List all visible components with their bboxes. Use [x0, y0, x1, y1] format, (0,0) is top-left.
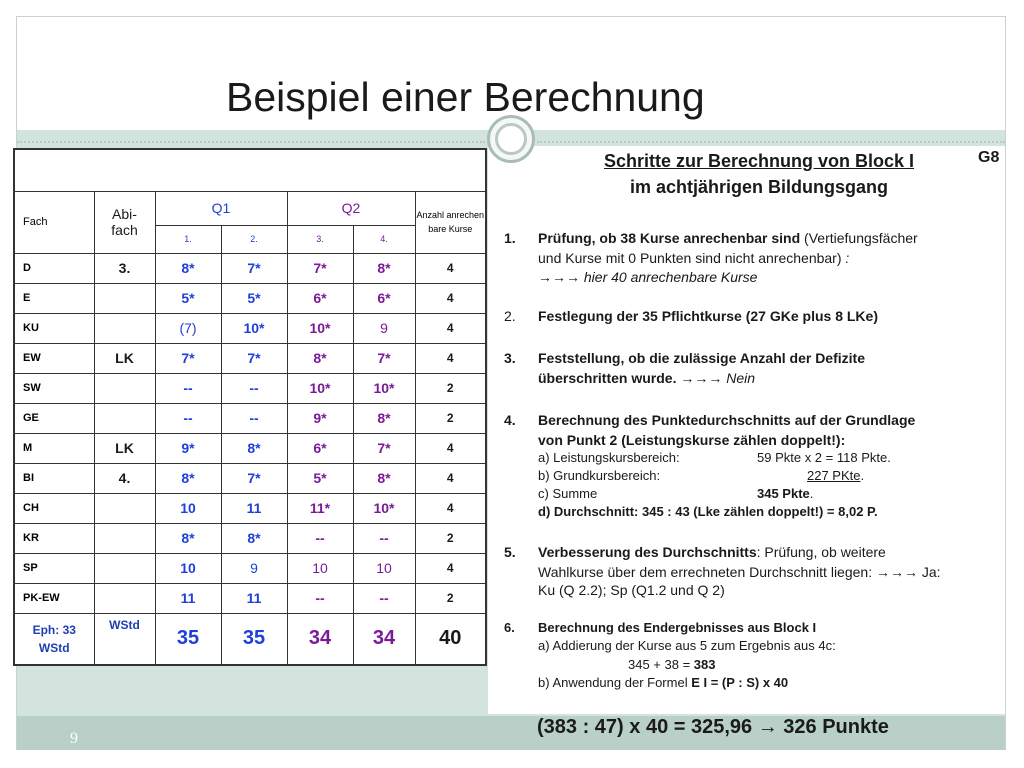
g8-badge: G8: [978, 149, 1000, 166]
total-fach: Eph: 33 WStd: [14, 613, 94, 665]
table-row: [14, 283, 486, 313]
row-grade: 8*: [155, 253, 221, 283]
row-grade: 10*: [353, 493, 415, 523]
arrow-right-icon: →→→: [875, 564, 918, 580]
header-sem-2: 2.: [221, 225, 287, 253]
final-result: [537, 716, 889, 739]
step-5-title: Verbesserung des Durchschnitts: [538, 544, 757, 560]
page-number: 9: [70, 730, 78, 747]
row-grade: 6*: [287, 283, 353, 313]
row-anzahl: 4: [415, 343, 486, 373]
header-q1: Q1: [155, 191, 287, 225]
row-grade: 6*: [353, 283, 415, 313]
row-abifach: [94, 373, 155, 403]
row-fach: GE: [14, 403, 94, 433]
table-row: [14, 553, 486, 583]
row-grade: 8*: [221, 523, 287, 553]
final-expression: (383 : 47) x 40 = 325,96: [537, 716, 758, 738]
row-fach: EW: [14, 343, 94, 373]
row-grade: 7*: [353, 433, 415, 463]
step-1-title: Prüfung, ob 38 Kurse anrechenbar sind: [538, 230, 801, 246]
row-grade: 8*: [155, 463, 221, 493]
steps-heading: [560, 148, 958, 200]
row-grade: 8*: [353, 463, 415, 493]
table-row: [14, 463, 486, 493]
row-grade: 5*: [155, 283, 221, 313]
row-fach: M: [14, 433, 94, 463]
step-6-b: b) Anwendung der Formel: [538, 675, 692, 690]
row-fach: CH: [14, 493, 94, 523]
total-q2-3: 34: [287, 613, 353, 665]
grades-table: [13, 148, 487, 666]
row-grade: 7*: [287, 253, 353, 283]
row-grade: 10*: [287, 313, 353, 343]
row-grade: 8*: [353, 253, 415, 283]
row-grade: 8*: [287, 343, 353, 373]
row-abifach: [94, 553, 155, 583]
table-row: [14, 403, 486, 433]
step-3-title-2: überschritten wurde.: [538, 370, 677, 386]
table-row: [14, 523, 486, 553]
row-fach: E: [14, 283, 94, 313]
row-grade: --: [221, 403, 287, 433]
step-5-number: 5.: [504, 544, 516, 560]
step-4-value-c-dot: .: [809, 486, 814, 501]
final-points: 326 Punkte: [777, 716, 889, 738]
row-grade: 11: [155, 583, 221, 613]
row-abifach: [94, 283, 155, 313]
row-abifach: [94, 313, 155, 343]
row-grade: --: [353, 583, 415, 613]
row-fach: D: [14, 253, 94, 283]
table-row: [14, 253, 486, 283]
table-row: [14, 343, 486, 373]
header-sem-3: 3.: [287, 225, 353, 253]
row-fach: SP: [14, 553, 94, 583]
row-grade: 7*: [221, 253, 287, 283]
row-anzahl: 2: [415, 403, 486, 433]
row-anzahl: 4: [415, 493, 486, 523]
row-grade: 9: [221, 553, 287, 583]
table-top-blank: [14, 149, 486, 191]
step-5-courses: Ku (Q 2.2); Sp (Q1.2 und Q 2): [538, 582, 725, 598]
row-grade: 6*: [287, 433, 353, 463]
step-5-note: : Prüfung, ob weitere: [756, 544, 886, 560]
row-fach: KR: [14, 523, 94, 553]
total-q1-2: 35: [221, 613, 287, 665]
row-grade: 11: [221, 493, 287, 523]
row-fach: SW: [14, 373, 94, 403]
steps-heading-line1: Schritte zur Berechnung von Block I: [603, 151, 915, 171]
divider-left: [17, 141, 485, 143]
header-sem-1: 1.: [155, 225, 221, 253]
step-4-title-2: von Punkt 2 (Leistungskurse zählen doppelt!):: [538, 432, 846, 448]
total-anzahl: 40: [415, 613, 486, 665]
row-anzahl: 4: [415, 463, 486, 493]
row-grade: --: [221, 373, 287, 403]
step-5-note-2: Wahlkurse über dem errechneten Durchschnitt liegen:: [538, 564, 873, 580]
header-anzahl: Anzahl anrechen bare Kurse: [415, 191, 486, 253]
row-grade: 5*: [287, 463, 353, 493]
row-anzahl: 4: [415, 433, 486, 463]
step-4-label-a: a) Leistungskursbereich:: [538, 450, 680, 465]
row-grade: 10: [287, 553, 353, 583]
row-abifach: 4.: [94, 463, 155, 493]
step-1-colon: :: [841, 250, 850, 266]
table-row: [14, 313, 486, 343]
table-row: [14, 493, 486, 523]
step-6-a: a) Addierung der Kurse aus 5 zum Ergebnis aus 4c:: [538, 638, 836, 653]
step-6-number: 6.: [504, 620, 515, 635]
row-grade: 11: [221, 583, 287, 613]
row-grade: 8*: [155, 523, 221, 553]
row-grade: --: [287, 523, 353, 553]
step-1-note: (Vertiefungsfächer: [800, 230, 918, 246]
step-6-formula: E I = (P : S) x 40: [691, 675, 789, 690]
row-grade: 7*: [155, 343, 221, 373]
arrow-right-icon: →→→: [680, 370, 723, 386]
step-3-number: 3.: [504, 350, 516, 366]
row-grade: 7*: [353, 343, 415, 373]
row-grade: 5*: [221, 283, 287, 313]
row-anzahl: 4: [415, 313, 486, 343]
row-grade: 10: [353, 553, 415, 583]
row-anzahl: 4: [415, 253, 486, 283]
row-abifach: [94, 403, 155, 433]
total-abi: WStd: [94, 613, 155, 665]
row-grade: 10*: [221, 313, 287, 343]
header-fach: Fach: [14, 191, 94, 253]
row-grade: (7): [155, 313, 221, 343]
step-4-label-c: c) Summe: [538, 486, 598, 501]
step-6-title: Berechnung des Endergebnisses aus Block I: [538, 620, 817, 635]
step-4-value-b-dot: .: [860, 468, 865, 483]
step-4-number: 4.: [504, 412, 516, 428]
header-q2: Q2: [287, 191, 415, 225]
slide-title: Beispiel einer Berechnung: [226, 74, 705, 120]
row-grade: 10: [155, 493, 221, 523]
row-grade: 9*: [155, 433, 221, 463]
row-grade: 8*: [221, 433, 287, 463]
row-grade: 9*: [287, 403, 353, 433]
row-grade: --: [353, 523, 415, 553]
step-4-label-b: b) Grundkursbereich:: [538, 468, 661, 483]
row-grade: 11*: [287, 493, 353, 523]
row-grade: 7*: [221, 343, 287, 373]
row-grade: 8*: [353, 403, 415, 433]
row-fach: PK-EW: [14, 583, 94, 613]
steps-heading-line2: im achtjährigen Bildungsgang: [629, 177, 889, 197]
row-abifach: LK: [94, 433, 155, 463]
row-fach: BI: [14, 463, 94, 493]
step-4-value-a: 59 Pkte x 2 = 118 Pkte.: [757, 450, 891, 465]
row-anzahl: 4: [415, 283, 486, 313]
step-4-value-b: 227 PKte: [807, 468, 861, 483]
divider-right: [537, 141, 1005, 143]
row-grade: 9: [353, 313, 415, 343]
row-grade: 10: [155, 553, 221, 583]
row-grade: --: [287, 583, 353, 613]
header-abifach: Abi- fach: [94, 191, 155, 253]
step-1-result: hier 40 anrechenbare Kurse: [580, 269, 758, 285]
step-6-sum: 345 + 38 =: [628, 657, 694, 672]
row-fach: KU: [14, 313, 94, 343]
row-anzahl: 2: [415, 583, 486, 613]
step-2-text: Festlegung der 35 Pflichtkurse (27 GKe plus 8 LKe): [538, 308, 878, 324]
header-sem-4: 4.: [353, 225, 415, 253]
table-row: [14, 373, 486, 403]
step-2-number: 2.: [504, 308, 516, 324]
row-grade: 10*: [287, 373, 353, 403]
total-q1-1: 35: [155, 613, 221, 665]
row-abifach: [94, 493, 155, 523]
step-4-average: d) Durchschnitt: 345 : 43 (Lke zählen doppelt!) = 8,02 P.: [538, 504, 878, 519]
step-1-note-2: und Kurse mit 0 Punkten sind nicht anrechenbar): [538, 250, 842, 266]
row-grade: --: [155, 403, 221, 433]
total-q2-4: 34: [353, 613, 415, 665]
row-grade: 10*: [353, 373, 415, 403]
row-abifach: LK: [94, 343, 155, 373]
arrow-right-icon: →→→: [538, 269, 580, 285]
ring-ornament-icon: [487, 115, 535, 163]
row-abifach: [94, 583, 155, 613]
step-3-title: Feststellung, ob die zulässige Anzahl der Defizite: [538, 350, 865, 366]
step-3-result: Nein: [722, 370, 756, 386]
step-5-answer: Ja:: [917, 564, 941, 580]
row-anzahl: 2: [415, 523, 486, 553]
step-1-number: 1.: [504, 230, 516, 246]
row-abifach: [94, 523, 155, 553]
row-anzahl: 2: [415, 373, 486, 403]
row-abifach: 3.: [94, 253, 155, 283]
row-grade: --: [155, 373, 221, 403]
step-4-title: Berechnung des Punktedurchschnitts auf der Grundlage: [538, 412, 916, 428]
table-row: [14, 433, 486, 463]
step-6-sum-result: 383: [693, 657, 716, 672]
row-grade: 7*: [221, 463, 287, 493]
table-row: [14, 583, 486, 613]
row-anzahl: 4: [415, 553, 486, 583]
step-4-value-c: 345 Pkte: [757, 486, 810, 501]
arrow-right-icon: →: [757, 716, 778, 738]
